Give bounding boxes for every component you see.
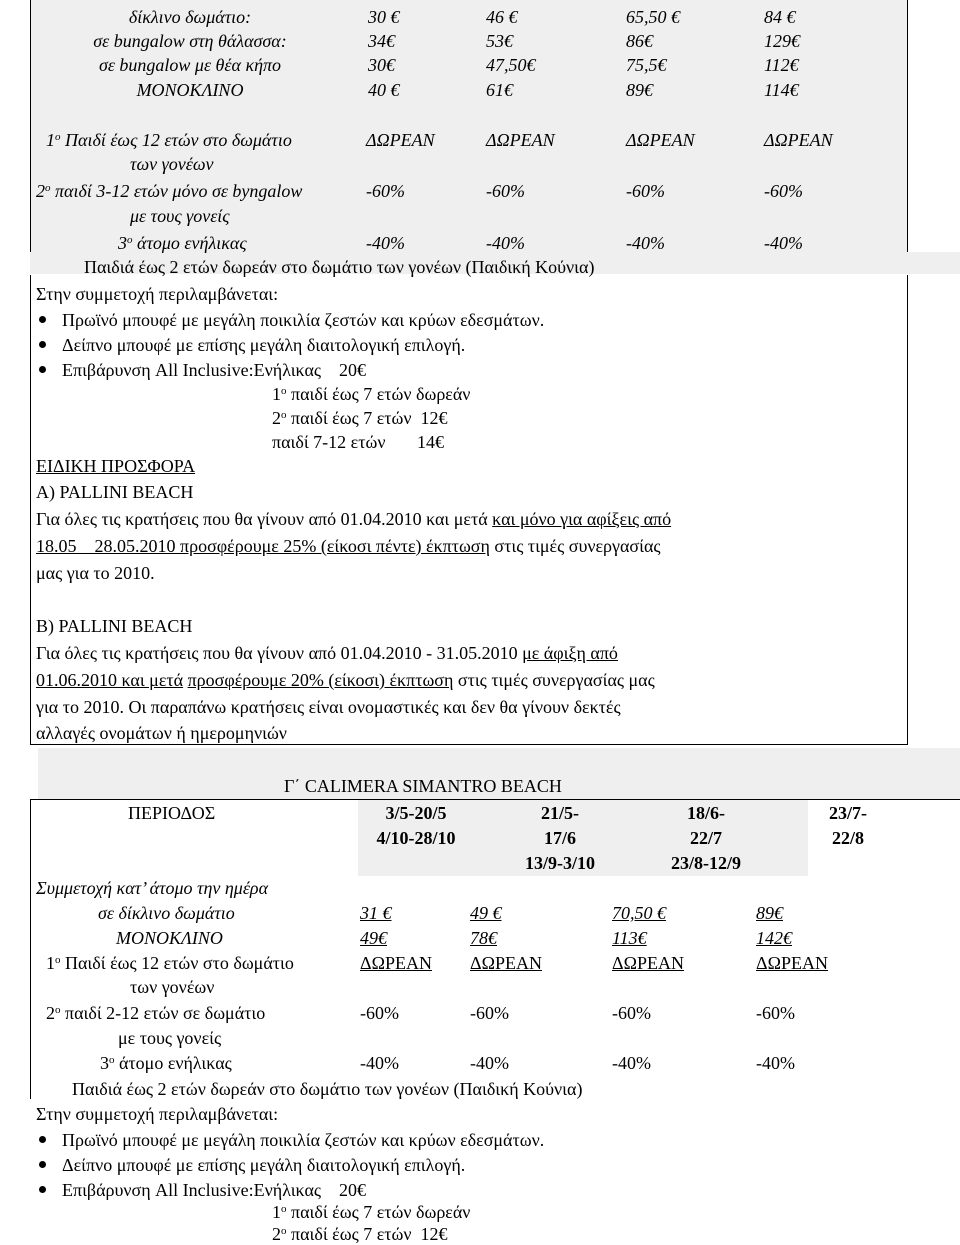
child2-disc-2: -60% — [486, 181, 525, 201]
offer-a-line2-text: στις τιμές συνεργασίας — [489, 536, 661, 556]
single-price-2: 61€ — [486, 80, 513, 100]
period1 — [366, 802, 466, 849]
top-table-left-border — [30, 0, 31, 262]
cal-child1-free-3: ΔΩΡΕΑΝ — [612, 953, 684, 973]
cal-double-price-1: 31 € — [360, 903, 392, 923]
cal-includes-heading: Στην συμμετοχή περιλαμβάνεται: — [36, 1104, 279, 1124]
child1-free-2: ΔΩΡΕΑΝ — [486, 130, 555, 150]
price-col4-r1: 84 € — [764, 7, 796, 27]
ai-adult-price: 20€ — [339, 360, 367, 380]
top-table-right-border — [907, 0, 908, 262]
ordinal-number: 2 — [272, 1224, 281, 1244]
cal-single-label: ΜΟΝΟΚΛΙΝΟ — [116, 928, 223, 948]
room-type-label-3: σε bungalow με θέα κήπο — [98, 55, 282, 75]
adult3-disc-4: -40% — [764, 233, 803, 253]
ai-child-free — [272, 383, 470, 405]
cal-includes-breakfast: Πρωϊνό μπουφέ με μεγάλη ποικιλία ζεστών και κρύων εδεσμάτων. — [62, 1130, 545, 1150]
cal-child2-label — [46, 1002, 265, 1024]
cal-child1-free-4: ΔΩΡΕΑΝ — [756, 953, 828, 973]
offer-b-line2 — [36, 669, 655, 691]
period2 — [500, 802, 620, 874]
ai-child3-text: παιδί 7-12 ετών — [272, 432, 386, 452]
child2-label-text: παιδί 3-12 ετών μόνο σε byngalow — [55, 181, 303, 201]
cal-double-price-2: 49 € — [470, 903, 502, 923]
period3-a: 18/6- — [687, 803, 725, 823]
ai-child3-price: 14€ — [416, 432, 444, 452]
price-col4-r3: 112€ — [764, 55, 799, 75]
offer-a-line2 — [36, 535, 661, 557]
bullet-icon — [39, 366, 46, 373]
ordinal-number: 1 — [272, 384, 281, 404]
infant-note: Παιδιά έως 2 ετών δωρεάν στο δωμάτιο των γονέων (Παιδική Κούνια) — [84, 257, 595, 277]
period3 — [606, 802, 806, 874]
child1-label — [46, 129, 292, 151]
cal-ai-child-second — [272, 1223, 448, 1245]
cal-includes-all-inclusive — [62, 1179, 366, 1201]
cal-child1-label-text: Παιδί έως 12 ετών στο δωμάτιο — [65, 953, 294, 973]
ordinal-sup: ο — [281, 409, 287, 421]
ai-child-second — [272, 407, 448, 429]
cal-child2-disc-1: -60% — [360, 1003, 399, 1023]
cal-single-price-2: 78€ — [470, 928, 497, 948]
ordinal-number: 1 — [272, 1202, 281, 1222]
child2-label-cont: με τους γονείς — [130, 206, 230, 226]
adult3-label — [118, 232, 247, 254]
cal-child1-free-1: ΔΩΡΕΑΝ — [360, 953, 432, 973]
ai-child1-text: παιδί έως 7 ετών δωρεάν — [291, 384, 471, 404]
offer-b-line1-underlined: με άφιξη από — [522, 643, 618, 663]
price-col1-r3: 30€ — [368, 55, 395, 75]
offer-a-line2-date: 18.05 — [36, 536, 77, 556]
includes-all-inclusive — [62, 359, 366, 381]
price-col1-r2: 34€ — [368, 31, 395, 51]
single-price-4: 114€ — [764, 80, 799, 100]
offer-b-line2-text: στις τιμές συνεργασίας μας — [453, 670, 655, 690]
includes-heading: Στην συμμετοχή περιλαμβάνεται: — [36, 284, 279, 304]
cal-single-price-4: 142€ — [756, 928, 792, 948]
cal-child2-label-text: παιδί 2-12 ετών σε δωμάτιο — [65, 1003, 266, 1023]
ordinal-number: 3 — [118, 233, 127, 253]
ordinal-number: 1 — [46, 130, 55, 150]
offer-a-line2-gap — [77, 536, 95, 556]
offer-b-line2-date: 01.06.2010 και μετά — [36, 670, 184, 690]
child1-free-1: ΔΩΡΕΑΝ — [366, 130, 435, 150]
offer-b-line4: αλλαγές ονομάτων ή ημερομηνιών — [36, 723, 287, 743]
period3-c: 23/8-12/9 — [671, 853, 741, 873]
ai-child-7-12 — [272, 431, 444, 453]
adult3-disc-2: -40% — [486, 233, 525, 253]
includes-dinner: Δείπνο μπουφέ με επίσης μεγάλη διαιτολογική επιλογή. — [62, 335, 466, 355]
offer-b-line2-underlined: προσφέρουμε 20% (είκοσι) έκπτωση — [187, 670, 454, 690]
child1-free-3: ΔΩΡΕΑΝ — [626, 130, 695, 150]
cal-adult3-disc-4: -40% — [756, 1053, 795, 1073]
cal-child1-free-2: ΔΩΡΕΑΝ — [470, 953, 542, 973]
period4-a: 23/7- — [829, 803, 867, 823]
price-col4-r2: 129€ — [764, 31, 800, 51]
cal-ai-label: Επιβάρυνση All Inclusive:Ενήλικας — [62, 1180, 322, 1200]
ordinal-sup: ο — [55, 954, 61, 966]
cal-adult3-disc-1: -40% — [360, 1053, 399, 1073]
ordinal-sup: ο — [281, 1225, 287, 1237]
offer-a-title: Α) PALLINI BEACH — [36, 482, 194, 502]
price-col2-r1: 46 € — [486, 7, 518, 27]
includes-breakfast: Πρωϊνό μπουφέ με μεγάλη ποικιλία ζεστών και κρύων εδεσμάτων. — [62, 310, 545, 330]
offer-b-line1 — [36, 642, 618, 664]
cal-adult3-label-text: άτομο ενήλικας — [119, 1053, 232, 1073]
offer-a-line1 — [36, 508, 671, 530]
child2-disc-3: -60% — [626, 181, 665, 201]
cal-child2-disc-4: -60% — [756, 1003, 795, 1023]
ordinal-sup: ο — [127, 234, 133, 246]
ordinal-sup: ο — [281, 1203, 287, 1215]
cal-double-price-4: 89€ — [756, 903, 783, 923]
cal-child1-label — [46, 952, 294, 974]
period4 — [818, 802, 878, 849]
cal-single-price-3: 113€ — [612, 928, 647, 948]
cal-ai-child2-price: 12€ — [420, 1224, 448, 1244]
price-col3-r2: 86€ — [626, 31, 653, 51]
offer-box-left-border — [30, 275, 31, 745]
adult3-disc-1: -40% — [366, 233, 405, 253]
period4-b: 22/8 — [831, 828, 864, 848]
price-col3-r3: 75,5€ — [626, 55, 667, 75]
bullet-icon — [39, 1161, 46, 1168]
bullet-icon — [39, 1136, 46, 1143]
price-col1-r1: 30 € — [368, 7, 400, 27]
ordinal-number: 2 — [272, 408, 281, 428]
ordinal-number: 2 — [36, 181, 45, 201]
room-type-label-1: δίκλινο δωμάτιο: — [128, 7, 252, 27]
per-person-label: Συμμετοχή κατ’ άτομο την ημέρα — [36, 878, 269, 898]
room-type-label-2: σε bungalow στη θάλασσα: — [93, 31, 287, 51]
cal-adult3-disc-2: -40% — [470, 1053, 509, 1073]
bullet-icon — [39, 341, 46, 348]
bullet-icon — [39, 1186, 46, 1193]
adult3-label-text: άτομο ενήλικας — [137, 233, 247, 253]
offer-a-line3: μας για το 2010. — [36, 563, 155, 583]
child2-disc-4: -60% — [764, 181, 803, 201]
offer-b-title: Β) PALLINI BEACH — [36, 616, 193, 636]
offer-b-line1-text: Για όλες τις κρατήσεις που θα γίνουν από 01.04.2010 - 31.05.2010 — [36, 643, 523, 663]
ordinal-sup: ο — [109, 1054, 115, 1066]
period-label: ΠΕΡΙΟΔΟΣ — [128, 803, 216, 823]
child1-free-4: ΔΩΡΕΑΝ — [764, 130, 833, 150]
period2-c: 13/9-3/10 — [525, 853, 595, 873]
bullet-icon — [39, 316, 46, 323]
cal-adult3-label — [100, 1052, 232, 1074]
cal-ai-adult-price: 20€ — [339, 1180, 367, 1200]
period2-a: 21/5- — [541, 803, 579, 823]
period1-a: 3/5-20/5 — [385, 803, 447, 823]
offer-box-bottom-border — [30, 744, 908, 745]
cal-ai-child-free — [272, 1201, 470, 1223]
offer-a-line1-underlined: και μόνο για αφίξεις από — [492, 509, 672, 529]
price-col2-r3: 47,50€ — [486, 55, 536, 75]
cal-ai-child2-text: παιδί έως 7 ετών — [291, 1224, 412, 1244]
cal-includes-dinner: Δείπνο μπουφέ με επίσης μεγάλη διαιτολογική επιλογή. — [62, 1155, 466, 1175]
single-price-1: 40 € — [368, 80, 400, 100]
period2-b: 17/6 — [543, 828, 576, 848]
offer-heading: ΕΙΔΙΚΗ ΠΡΟΣΦΟΡΑ — [36, 456, 196, 476]
offer-box-right-border — [907, 275, 908, 745]
cal-adult3-disc-3: -40% — [612, 1053, 651, 1073]
single-room-label: ΜΟΝΟΚΛΙΝΟ — [136, 80, 244, 100]
ai-label: Επιβάρυνση All Inclusive:Ενήλικας — [62, 360, 322, 380]
single-price-3: 89€ — [626, 80, 653, 100]
cal-single-price-1: 49€ — [360, 928, 387, 948]
ordinal-sup: ο — [55, 131, 61, 143]
cal-ai-child1-text: παιδί έως 7 ετών δωρεάν — [291, 1202, 471, 1222]
child1-label-text: Παιδί έως 12 ετών στο δωμάτιο — [65, 130, 292, 150]
offer-b-line3: για το 2010. Οι παραπάνω κρατήσεις είναι ονομαστικές και δεν θα γίνουν δεκτές — [36, 697, 621, 717]
period1-b: 4/10-28/10 — [376, 828, 456, 848]
ai-child2-text: παιδί έως 7 ετών — [291, 408, 412, 428]
period3-b: 22/7 — [689, 828, 722, 848]
cal-infant-note: Παιδιά έως 2 ετών δωρεάν στο δωμάτιο των γονέων (Παιδική Κούνια) — [72, 1079, 583, 1099]
offer-a-line1-text: Για όλες τις κρατήσεις που θα γίνουν από 01.04.2010 και μετά — [36, 509, 493, 529]
cal-child2-disc-2: -60% — [470, 1003, 509, 1023]
ordinal-sup: ο — [45, 182, 51, 194]
cal-child2-label-cont: με τους γονείς — [118, 1028, 222, 1048]
ordinal-sup: ο — [55, 1004, 61, 1016]
calimera-table-left-border — [30, 799, 31, 1099]
child2-disc-1: -60% — [366, 181, 405, 201]
offer-a-line2-underlined: 28.05.2010 προσφέρουμε 25% (είκοσι πέντε) έκπτωση — [94, 536, 490, 556]
adult3-disc-3: -40% — [626, 233, 665, 253]
ai-child2-price: 12€ — [420, 408, 448, 428]
ordinal-number: 2 — [46, 1003, 55, 1023]
cal-double-price-3: 70,50 € — [612, 903, 666, 923]
price-col3-r1: 65,50 € — [626, 7, 680, 27]
ordinal-sup: ο — [281, 385, 287, 397]
per-person-label-cont: σε δίκλινο δωμάτιο — [98, 903, 235, 923]
calimera-title: Γ΄ CALIMERA SIMANTRO BEACH — [284, 776, 562, 796]
cal-child1-label-cont: των γονέων — [130, 977, 215, 997]
child1-label-cont: των γονέων — [130, 154, 214, 174]
ordinal-number: 1 — [46, 953, 55, 973]
price-col2-r2: 53€ — [486, 31, 513, 51]
ordinal-number: 3 — [100, 1053, 109, 1073]
child2-label — [36, 180, 302, 202]
cal-child2-disc-3: -60% — [612, 1003, 651, 1023]
